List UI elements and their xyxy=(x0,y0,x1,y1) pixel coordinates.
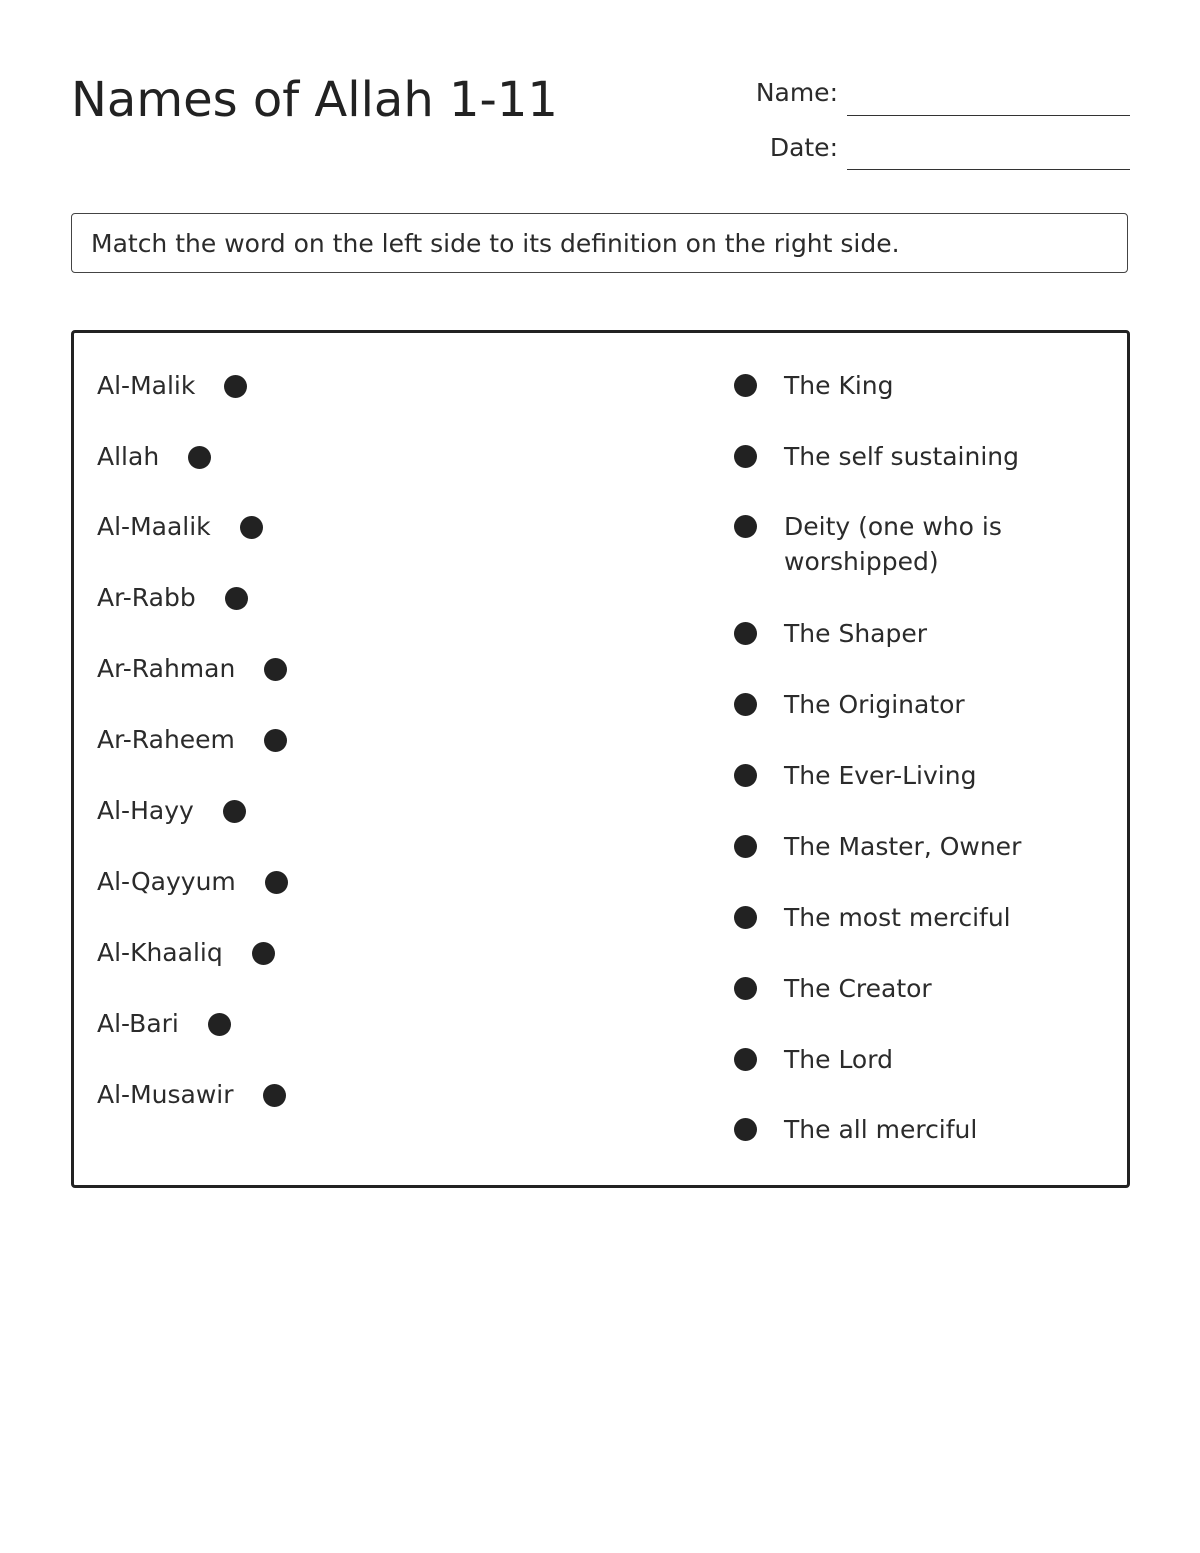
definition-label: The Shaper xyxy=(784,619,928,648)
definition-label: The most merciful xyxy=(784,903,1011,932)
word-item xyxy=(97,937,275,969)
definition-item xyxy=(734,971,1084,1006)
word-item xyxy=(97,1008,231,1040)
definition-label: The Originator xyxy=(784,690,965,719)
word-item xyxy=(97,653,287,685)
definition-label: Deity (one who is worshipped) xyxy=(784,512,1002,576)
definition-item xyxy=(734,687,1084,722)
word-label: Allah xyxy=(97,442,160,471)
word-label: Al-Malik xyxy=(97,371,196,400)
word-connector-dot[interactable] xyxy=(264,658,287,681)
word-item xyxy=(97,1079,286,1111)
word-item xyxy=(97,724,287,756)
name-field[interactable] xyxy=(847,115,1130,116)
word-connector-dot[interactable] xyxy=(240,516,263,539)
definition-item xyxy=(734,439,1084,474)
word-item xyxy=(97,795,246,827)
date-label: Date: xyxy=(769,133,838,162)
page-title: Names of Allah 1-11 xyxy=(71,72,558,128)
word-item xyxy=(97,370,247,402)
word-connector-dot[interactable] xyxy=(225,587,248,610)
definition-connector-dot[interactable] xyxy=(734,445,757,468)
word-item xyxy=(97,582,248,614)
definition-connector-dot[interactable] xyxy=(734,764,757,787)
name-label: Name: xyxy=(755,78,838,107)
definition-connector-dot[interactable] xyxy=(734,835,757,858)
definition-item xyxy=(734,1042,1084,1077)
word-connector-dot[interactable] xyxy=(252,942,275,965)
definition-connector-dot[interactable] xyxy=(734,622,757,645)
definition-item xyxy=(734,509,1044,579)
word-label: Al-Qayyum xyxy=(97,867,236,896)
definition-connector-dot[interactable] xyxy=(734,515,757,538)
date-field[interactable] xyxy=(847,169,1130,170)
word-label: Al-Maalik xyxy=(97,512,211,541)
definition-label: The Creator xyxy=(784,974,932,1003)
word-connector-dot[interactable] xyxy=(224,375,247,398)
word-label: Al-Bari xyxy=(97,1009,179,1038)
word-connector-dot[interactable] xyxy=(223,800,246,823)
word-label: Ar-Raheem xyxy=(97,725,235,754)
instructions-box xyxy=(71,213,1128,273)
word-item xyxy=(97,511,263,543)
definition-item xyxy=(734,829,1084,864)
word-label: Al-Hayy xyxy=(97,796,194,825)
word-connector-dot[interactable] xyxy=(265,871,288,894)
definition-item xyxy=(734,616,1084,651)
definition-label: The Ever-Living xyxy=(784,761,977,790)
word-label: Ar-Rabb xyxy=(97,583,196,612)
word-item xyxy=(97,866,288,898)
word-connector-dot[interactable] xyxy=(263,1084,286,1107)
instructions-text: Match the word on the left side to its definition on the right side. xyxy=(91,229,900,258)
word-connector-dot[interactable] xyxy=(264,729,287,752)
definition-connector-dot[interactable] xyxy=(734,374,757,397)
word-label: Al-Khaaliq xyxy=(97,938,223,967)
definition-label: The Master, Owner xyxy=(784,832,1022,861)
definition-item xyxy=(734,368,1084,403)
definition-item xyxy=(734,900,1084,935)
definition-item xyxy=(734,1112,1084,1147)
word-item xyxy=(97,441,211,473)
definition-label: The Lord xyxy=(784,1045,893,1074)
definition-label: The all merciful xyxy=(784,1115,978,1144)
word-connector-dot[interactable] xyxy=(188,446,211,469)
definition-item xyxy=(734,758,1084,793)
definition-label: The King xyxy=(784,371,894,400)
definition-label: The self sustaining xyxy=(784,442,1020,471)
definition-connector-dot[interactable] xyxy=(734,1118,757,1141)
definition-connector-dot[interactable] xyxy=(734,977,757,1000)
word-connector-dot[interactable] xyxy=(208,1013,231,1036)
word-label: Al-Musawir xyxy=(97,1080,234,1109)
word-label: Ar-Rahman xyxy=(97,654,236,683)
definition-connector-dot[interactable] xyxy=(734,693,757,716)
definition-connector-dot[interactable] xyxy=(734,1048,757,1071)
definition-connector-dot[interactable] xyxy=(734,906,757,929)
